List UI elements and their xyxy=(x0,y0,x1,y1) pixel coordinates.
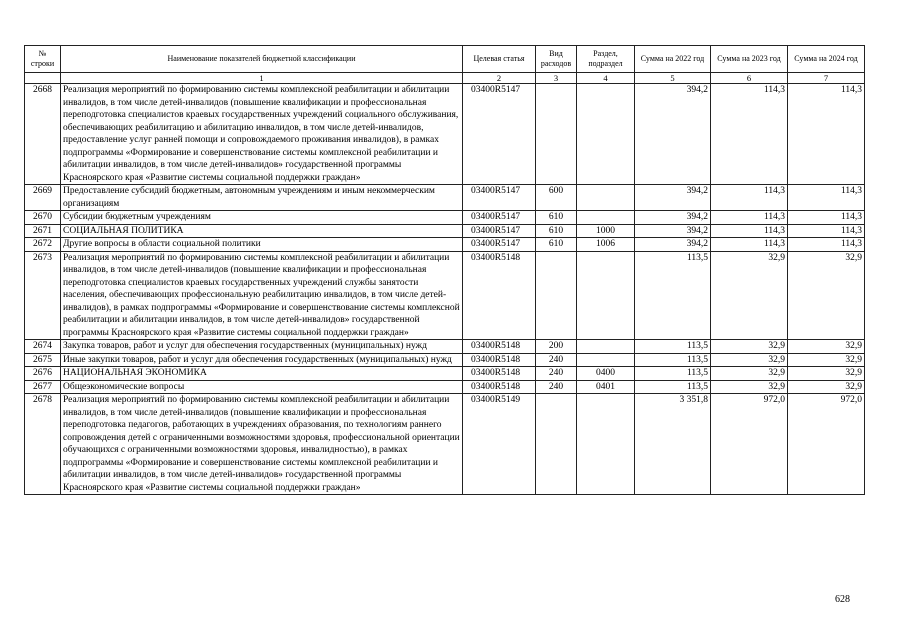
table-row xyxy=(25,367,865,381)
indicator-name-cell: СОЦИАЛЬНАЯ ПОЛИТИКА xyxy=(61,224,463,238)
row-number-cell: 2668 xyxy=(25,84,61,185)
row-number-cell: 2669 xyxy=(25,185,61,211)
indicator-name-cell: НАЦИОНАЛЬНАЯ ЭКОНОМИКА xyxy=(61,367,463,381)
section-cell xyxy=(577,353,635,367)
header-sum-2023: Сумма на 2023 год xyxy=(711,46,788,73)
table-row xyxy=(25,238,865,252)
expense-type-cell: 200 xyxy=(536,340,577,354)
table-row xyxy=(25,84,865,185)
target-article-cell: 03400R5147 xyxy=(463,238,536,252)
indicator-name-cell: Другие вопросы в области социальной политики xyxy=(61,238,463,252)
indicator-name-cell: Реализация мероприятий по формированию системы комплексной реабилитации и абилитации инвалидов, в том числе детей-инвалидов (повышение квалификации и профессиональная переподготовка педагогов, работающих в учреждениях образования, по технологиям раннего сопровождения детей с ограниченными возможностями здоровья, профессиональной ориентации обучающихся с ограниченными возможностями здоровья, инвалидностью), в рамках подпрограммы «Формирование и совершенствование системы комплексной реабилитации и абилитации инвалидов, в том числе детей-инвалидов» государственной программы Красноярского края «Развитие системы социальной поддержки граждан» xyxy=(61,394,463,495)
sum-2024-cell: 32,9 xyxy=(788,380,865,394)
sum-2023-cell: 114,3 xyxy=(711,185,788,211)
row-number-cell: 2670 xyxy=(25,211,61,225)
header-target-article: Целевая статья xyxy=(463,46,536,73)
header-indicator-name: Наименование показателей бюджетной классификации xyxy=(61,46,463,73)
section-cell xyxy=(577,211,635,225)
sum-2022-cell: 3 351,8 xyxy=(635,394,711,495)
sum-2024-cell: 114,3 xyxy=(788,238,865,252)
section-cell xyxy=(577,340,635,354)
sum-2022-cell: 394,2 xyxy=(635,84,711,185)
column-number xyxy=(25,73,61,84)
sum-2023-cell: 32,9 xyxy=(711,367,788,381)
sum-2023-cell: 32,9 xyxy=(711,353,788,367)
table-header-row xyxy=(25,46,865,73)
expense-type-cell: 240 xyxy=(536,367,577,381)
target-article-cell: 03400R5147 xyxy=(463,211,536,225)
expense-type-cell: 240 xyxy=(536,380,577,394)
row-number-cell: 2674 xyxy=(25,340,61,354)
sum-2022-cell: 113,5 xyxy=(635,340,711,354)
column-number: 7 xyxy=(788,73,865,84)
indicator-name-cell: Закупка товаров, работ и услуг для обеспечения государственных (муниципальных) нужд xyxy=(61,340,463,354)
budget-table xyxy=(24,45,865,495)
sum-2023-cell: 114,3 xyxy=(711,238,788,252)
sum-2023-cell: 114,3 xyxy=(711,84,788,185)
sum-2022-cell: 394,2 xyxy=(635,224,711,238)
sum-2023-cell: 114,3 xyxy=(711,211,788,225)
section-cell: 0401 xyxy=(577,380,635,394)
target-article-cell: 03400R5148 xyxy=(463,353,536,367)
expense-type-cell xyxy=(536,251,577,340)
row-number-cell: 2677 xyxy=(25,380,61,394)
expense-type-cell: 240 xyxy=(536,353,577,367)
header-sum-2024: Сумма на 2024 год xyxy=(788,46,865,73)
sum-2024-cell: 114,3 xyxy=(788,211,865,225)
section-cell: 1006 xyxy=(577,238,635,252)
section-cell xyxy=(577,394,635,495)
sum-2022-cell: 113,5 xyxy=(635,380,711,394)
sum-2022-cell: 394,2 xyxy=(635,185,711,211)
target-article-cell: 03400R5148 xyxy=(463,251,536,340)
target-article-cell: 03400R5147 xyxy=(463,224,536,238)
target-article-cell: 03400R5147 xyxy=(463,84,536,185)
sum-2023-cell: 114,3 xyxy=(711,224,788,238)
expense-type-cell xyxy=(536,394,577,495)
row-number-cell: 2671 xyxy=(25,224,61,238)
header-expense-type: Вид расходов xyxy=(536,46,577,73)
indicator-name-cell: Предоставление субсидий бюджетным, автономным учреждениям и иным некоммерческим организациям xyxy=(61,185,463,211)
expense-type-cell: 600 xyxy=(536,185,577,211)
indicator-name-cell: Реализация мероприятий по формированию системы комплексной реабилитации и абилитации инвалидов, в том числе детей-инвалидов (повышение квалификации и профессиональная переподготовка специалистов краевых государственных учреждений службы занятости населения, обеспечивающих профессиональную реабилитацию инвалидов, в том числе детей-инвалидов), в рамках подпрограммы «Формирование и совершенствование системы комплексной реабилитации и абилитации инвалидов, в том числе детей-инвалидов» государственной программы Красноярского края «Развитие системы социальной поддержки граждан» xyxy=(61,251,463,340)
sum-2022-cell: 113,5 xyxy=(635,353,711,367)
expense-type-cell: 610 xyxy=(536,224,577,238)
page-number: 628 xyxy=(835,594,850,605)
column-number-row xyxy=(25,73,865,84)
indicator-name-cell: Общеэкономические вопросы xyxy=(61,380,463,394)
section-cell: 1000 xyxy=(577,224,635,238)
table-row xyxy=(25,394,865,495)
sum-2023-cell: 32,9 xyxy=(711,380,788,394)
expense-type-cell: 610 xyxy=(536,238,577,252)
column-number: 4 xyxy=(577,73,635,84)
row-number-cell: 2673 xyxy=(25,251,61,340)
sum-2022-cell: 113,5 xyxy=(635,251,711,340)
sum-2024-cell: 32,9 xyxy=(788,353,865,367)
sum-2024-cell: 32,9 xyxy=(788,251,865,340)
section-cell: 0400 xyxy=(577,367,635,381)
sum-2024-cell: 114,3 xyxy=(788,185,865,211)
column-number: 2 xyxy=(463,73,536,84)
row-number-cell: 2675 xyxy=(25,353,61,367)
section-cell xyxy=(577,84,635,185)
expense-type-cell: 610 xyxy=(536,211,577,225)
target-article-cell: 03400R5148 xyxy=(463,367,536,381)
indicator-name-cell: Иные закупки товаров, работ и услуг для обеспечения государственных (муниципальных) нужд xyxy=(61,353,463,367)
sum-2024-cell: 114,3 xyxy=(788,84,865,185)
table-row xyxy=(25,353,865,367)
column-number: 6 xyxy=(711,73,788,84)
sum-2023-cell: 972,0 xyxy=(711,394,788,495)
row-number-cell: 2672 xyxy=(25,238,61,252)
section-cell xyxy=(577,185,635,211)
expense-type-cell xyxy=(536,84,577,185)
row-number-cell: 2678 xyxy=(25,394,61,495)
header-row-number: № строки xyxy=(25,46,61,73)
sum-2024-cell: 32,9 xyxy=(788,340,865,354)
column-number: 3 xyxy=(536,73,577,84)
column-number: 1 xyxy=(61,73,463,84)
header-sum-2022: Сумма на 2022 год xyxy=(635,46,711,73)
indicator-name-cell: Субсидии бюджетным учреждениям xyxy=(61,211,463,225)
table-row xyxy=(25,380,865,394)
table-row xyxy=(25,224,865,238)
target-article-cell: 03400R5147 xyxy=(463,185,536,211)
sum-2023-cell: 32,9 xyxy=(711,251,788,340)
sum-2023-cell: 32,9 xyxy=(711,340,788,354)
sum-2022-cell: 394,2 xyxy=(635,211,711,225)
column-number: 5 xyxy=(635,73,711,84)
row-number-cell: 2676 xyxy=(25,367,61,381)
sum-2022-cell: 113,5 xyxy=(635,367,711,381)
sum-2024-cell: 972,0 xyxy=(788,394,865,495)
indicator-name-cell: Реализация мероприятий по формированию системы комплексной реабилитации и абилитации инвалидов, в том числе детей-инвалидов (повышение квалификации и профессиональная переподготовка специалистов краевых государственных учреждений социального обслуживания, обеспечивающих реабилитацию и абилитацию инвалидов, в том числе детей-инвалидов, предоставление услуг ранней помощи и сопровождаемого проживания инвалидов), в рамках подпрограммы «Формирование и совершенствование системы комплексной реабилитации и абилитации инвалидов, в том числе детей-инвалидов» государственной программы Красноярского края «Развитие системы социальной поддержки граждан» xyxy=(61,84,463,185)
table-row xyxy=(25,211,865,225)
table-body xyxy=(25,84,865,495)
sum-2024-cell: 114,3 xyxy=(788,224,865,238)
target-article-cell: 03400R5149 xyxy=(463,394,536,495)
target-article-cell: 03400R5148 xyxy=(463,380,536,394)
table-row xyxy=(25,340,865,354)
sum-2024-cell: 32,9 xyxy=(788,367,865,381)
table-row xyxy=(25,185,865,211)
header-section: Раздел, подраздел xyxy=(577,46,635,73)
table-row xyxy=(25,251,865,340)
sum-2022-cell: 394,2 xyxy=(635,238,711,252)
section-cell xyxy=(577,251,635,340)
target-article-cell: 03400R5148 xyxy=(463,340,536,354)
